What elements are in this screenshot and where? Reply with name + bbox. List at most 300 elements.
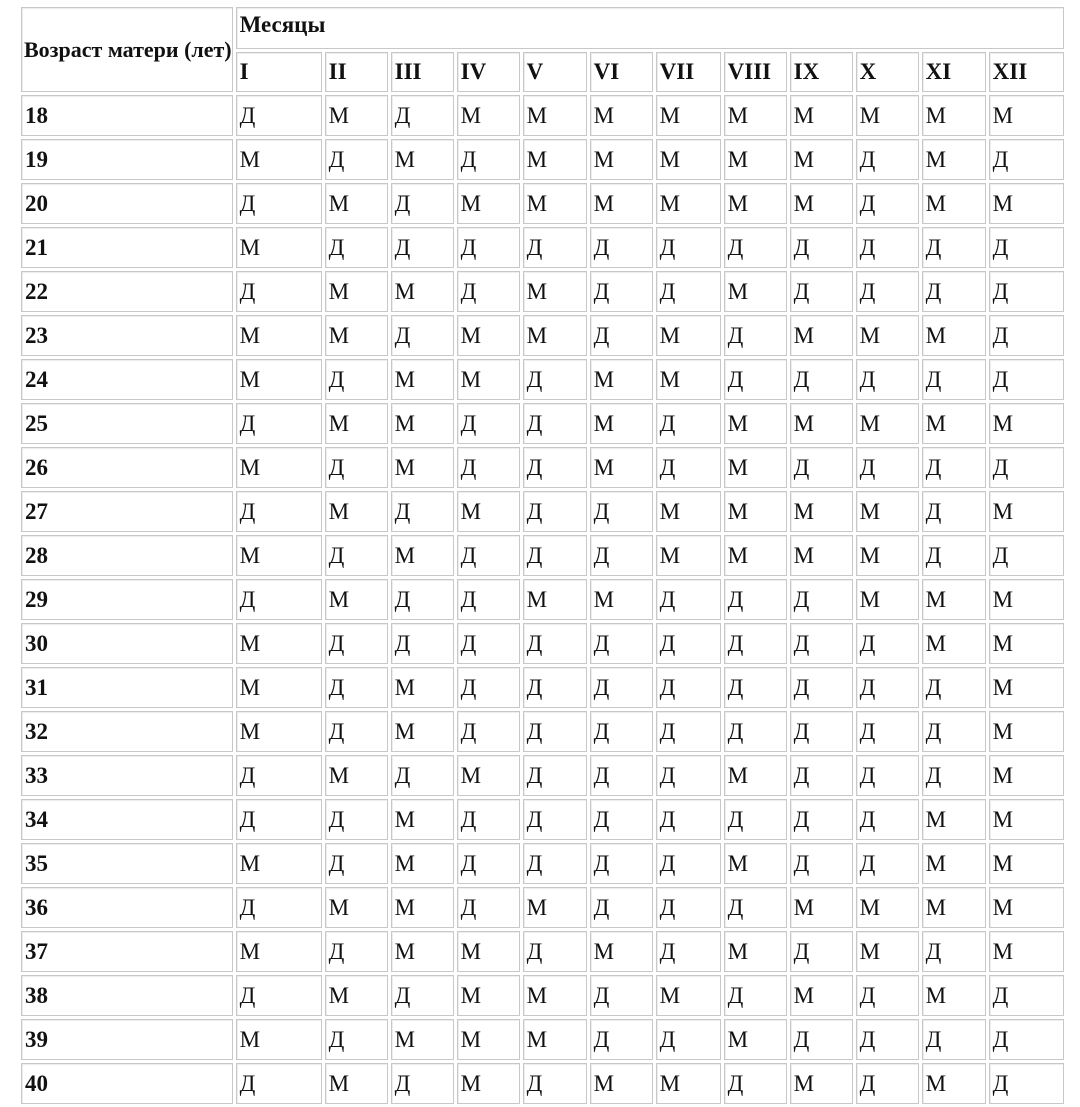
- gender-prediction-table: [18, 4, 1067, 1107]
- month-header-6: VI: [590, 52, 653, 92]
- table-row: [21, 667, 1064, 708]
- gender-cell: М: [922, 139, 986, 180]
- gender-cell: Д: [922, 1019, 986, 1060]
- gender-cell: Д: [856, 447, 919, 488]
- table-row: [21, 447, 1064, 488]
- gender-cell: Д: [989, 315, 1064, 356]
- table-row: [21, 931, 1064, 972]
- gender-cell: М: [790, 535, 853, 576]
- gender-cell: Д: [790, 755, 853, 796]
- gender-cell: М: [922, 95, 986, 136]
- gender-cell: Д: [457, 843, 520, 884]
- gender-cell: М: [391, 403, 454, 444]
- gender-cell: М: [656, 491, 721, 532]
- gender-cell: М: [724, 139, 787, 180]
- age-cell: 19: [21, 139, 233, 180]
- gender-cell: М: [236, 711, 322, 752]
- gender-cell: М: [856, 403, 919, 444]
- gender-cell: М: [457, 491, 520, 532]
- month-header-11: XI: [922, 52, 986, 92]
- gender-cell: Д: [590, 491, 653, 532]
- gender-cell: М: [922, 843, 986, 884]
- gender-cell: Д: [523, 1063, 587, 1104]
- gender-cell: Д: [236, 755, 322, 796]
- gender-cell: М: [922, 403, 986, 444]
- gender-cell: М: [656, 315, 721, 356]
- gender-cell: М: [656, 975, 721, 1016]
- gender-cell: М: [325, 1063, 388, 1104]
- gender-cell: М: [590, 183, 653, 224]
- gender-cell: Д: [724, 359, 787, 400]
- gender-cell: Д: [790, 579, 853, 620]
- gender-cell: М: [236, 843, 322, 884]
- age-cell: 21: [21, 227, 233, 268]
- gender-cell: Д: [922, 931, 986, 972]
- gender-cell: Д: [523, 623, 587, 664]
- gender-cell: М: [922, 799, 986, 840]
- month-header-10: X: [856, 52, 919, 92]
- table-row: [21, 95, 1064, 136]
- gender-cell: М: [590, 139, 653, 180]
- gender-cell: М: [790, 403, 853, 444]
- gender-cell: М: [590, 403, 653, 444]
- gender-cell: М: [590, 579, 653, 620]
- gender-cell: М: [922, 975, 986, 1016]
- gender-cell: Д: [236, 95, 322, 136]
- gender-cell: Д: [856, 359, 919, 400]
- gender-cell: Д: [457, 799, 520, 840]
- gender-cell: М: [724, 931, 787, 972]
- gender-cell: Д: [590, 799, 653, 840]
- gender-cell: Д: [724, 887, 787, 928]
- gender-cell: М: [856, 579, 919, 620]
- gender-cell: М: [236, 315, 322, 356]
- month-header-8: VIII: [724, 52, 787, 92]
- month-header-4: IV: [457, 52, 520, 92]
- age-cell: 28: [21, 535, 233, 576]
- table-row: [21, 887, 1064, 928]
- gender-cell: Д: [790, 447, 853, 488]
- gender-cell: М: [457, 755, 520, 796]
- age-cell: 36: [21, 887, 233, 928]
- gender-cell: Д: [391, 623, 454, 664]
- gender-cell: М: [523, 975, 587, 1016]
- gender-cell: Д: [856, 843, 919, 884]
- gender-cell: М: [236, 667, 322, 708]
- gender-cell: Д: [856, 623, 919, 664]
- gender-cell: Д: [457, 623, 520, 664]
- gender-cell: М: [236, 359, 322, 400]
- gender-cell: М: [724, 535, 787, 576]
- gender-cell: М: [724, 95, 787, 136]
- gender-cell: Д: [922, 491, 986, 532]
- gender-cell: М: [391, 711, 454, 752]
- gender-cell: М: [523, 887, 587, 928]
- table-row: [21, 1063, 1064, 1104]
- month-header-12: XII: [989, 52, 1064, 92]
- age-cell: 32: [21, 711, 233, 752]
- table-row: [21, 1019, 1064, 1060]
- gender-cell: Д: [856, 183, 919, 224]
- table-row: [21, 711, 1064, 752]
- gender-cell: Д: [590, 975, 653, 1016]
- gender-cell: М: [790, 95, 853, 136]
- gender-cell: М: [391, 1019, 454, 1060]
- gender-cell: М: [325, 887, 388, 928]
- month-header-9: IX: [790, 52, 853, 92]
- gender-cell: Д: [856, 1063, 919, 1104]
- gender-cell: М: [856, 491, 919, 532]
- table-row: [21, 843, 1064, 884]
- gender-cell: Д: [325, 799, 388, 840]
- gender-cell: Д: [790, 271, 853, 312]
- gender-cell: Д: [989, 447, 1064, 488]
- age-cell: 34: [21, 799, 233, 840]
- table-row: [21, 623, 1064, 664]
- gender-cell: Д: [325, 139, 388, 180]
- gender-cell: М: [724, 843, 787, 884]
- gender-cell: М: [391, 359, 454, 400]
- gender-cell: Д: [391, 227, 454, 268]
- gender-cell: М: [457, 359, 520, 400]
- gender-cell: Д: [523, 359, 587, 400]
- gender-cell: Д: [656, 711, 721, 752]
- gender-cell: М: [790, 315, 853, 356]
- gender-cell: М: [856, 95, 919, 136]
- gender-cell: Д: [790, 359, 853, 400]
- gender-cell: М: [656, 535, 721, 576]
- month-header-2: II: [325, 52, 388, 92]
- gender-cell: М: [523, 183, 587, 224]
- gender-cell: Д: [656, 623, 721, 664]
- gender-cell: М: [590, 931, 653, 972]
- gender-cell: Д: [325, 931, 388, 972]
- age-cell: 25: [21, 403, 233, 444]
- month-header-1: I: [236, 52, 322, 92]
- gender-cell: М: [656, 359, 721, 400]
- gender-cell: Д: [790, 843, 853, 884]
- gender-cell: Д: [724, 975, 787, 1016]
- gender-cell: Д: [724, 1063, 787, 1104]
- gender-cell: Д: [922, 227, 986, 268]
- gender-cell: М: [391, 271, 454, 312]
- gender-cell: М: [989, 491, 1064, 532]
- gender-cell: Д: [590, 711, 653, 752]
- table-row: [21, 227, 1064, 268]
- table-row: [21, 403, 1064, 444]
- gender-cell: М: [989, 579, 1064, 620]
- gender-cell: М: [989, 755, 1064, 796]
- gender-cell: М: [856, 315, 919, 356]
- gender-cell: Д: [790, 799, 853, 840]
- gender-cell: М: [391, 843, 454, 884]
- gender-cell: Д: [724, 799, 787, 840]
- gender-cell: М: [724, 755, 787, 796]
- gender-cell: М: [790, 183, 853, 224]
- age-cell: 18: [21, 95, 233, 136]
- gender-cell: Д: [457, 139, 520, 180]
- gender-cell: Д: [457, 667, 520, 708]
- table-row: [21, 755, 1064, 796]
- gender-cell: Д: [236, 403, 322, 444]
- gender-cell: М: [391, 931, 454, 972]
- gender-cell: Д: [590, 1019, 653, 1060]
- gender-cell: Д: [989, 139, 1064, 180]
- table-row: [21, 315, 1064, 356]
- age-cell: 37: [21, 931, 233, 972]
- gender-cell: Д: [656, 755, 721, 796]
- gender-cell: М: [724, 491, 787, 532]
- gender-cell: М: [457, 1019, 520, 1060]
- month-header-5: V: [523, 52, 587, 92]
- gender-cell: Д: [236, 491, 322, 532]
- gender-cell: М: [989, 183, 1064, 224]
- gender-cell: М: [391, 799, 454, 840]
- gender-cell: Д: [922, 667, 986, 708]
- gender-cell: Д: [391, 579, 454, 620]
- gender-cell: М: [656, 95, 721, 136]
- table-row: [21, 579, 1064, 620]
- gender-cell: М: [989, 623, 1064, 664]
- gender-cell: Д: [790, 623, 853, 664]
- gender-cell: М: [989, 799, 1064, 840]
- gender-cell: Д: [856, 711, 919, 752]
- gender-cell: М: [724, 271, 787, 312]
- gender-cell: Д: [790, 1019, 853, 1060]
- gender-cell: М: [724, 403, 787, 444]
- gender-cell: М: [856, 931, 919, 972]
- gender-cell: М: [325, 579, 388, 620]
- gender-cell: М: [391, 447, 454, 488]
- table-row: [21, 535, 1064, 576]
- gender-cell: Д: [922, 271, 986, 312]
- gender-cell: М: [457, 183, 520, 224]
- gender-cell: Д: [989, 227, 1064, 268]
- gender-cell: М: [325, 95, 388, 136]
- gender-cell: Д: [590, 227, 653, 268]
- gender-cell: М: [922, 183, 986, 224]
- gender-cell: Д: [856, 667, 919, 708]
- gender-cell: М: [391, 535, 454, 576]
- age-cell: 33: [21, 755, 233, 796]
- gender-cell: Д: [656, 227, 721, 268]
- gender-cell: Д: [391, 183, 454, 224]
- gender-cell: М: [325, 491, 388, 532]
- gender-cell: Д: [590, 887, 653, 928]
- gender-cell: Д: [856, 227, 919, 268]
- gender-cell: Д: [457, 227, 520, 268]
- gender-cell: М: [325, 271, 388, 312]
- gender-cell: Д: [724, 579, 787, 620]
- gender-cell: М: [922, 887, 986, 928]
- gender-cell: Д: [523, 403, 587, 444]
- gender-cell: Д: [656, 667, 721, 708]
- gender-cell: Д: [989, 359, 1064, 400]
- gender-cell: Д: [856, 975, 919, 1016]
- gender-cell: М: [457, 975, 520, 1016]
- gender-cell: М: [236, 227, 322, 268]
- gender-cell: М: [325, 975, 388, 1016]
- gender-cell: Д: [656, 579, 721, 620]
- age-cell: 24: [21, 359, 233, 400]
- gender-cell: Д: [391, 95, 454, 136]
- gender-cell: М: [523, 95, 587, 136]
- month-header-7: VII: [656, 52, 721, 92]
- gender-cell: Д: [457, 887, 520, 928]
- gender-cell: Д: [724, 227, 787, 268]
- gender-cell: Д: [590, 667, 653, 708]
- age-cell: 39: [21, 1019, 233, 1060]
- gender-cell: Д: [922, 447, 986, 488]
- gender-cell: М: [856, 535, 919, 576]
- gender-cell: Д: [391, 315, 454, 356]
- gender-cell: Д: [236, 183, 322, 224]
- gender-cell: Д: [523, 931, 587, 972]
- gender-cell: М: [656, 183, 721, 224]
- gender-cell: М: [236, 535, 322, 576]
- gender-cell: Д: [656, 1019, 721, 1060]
- gender-cell: Д: [325, 227, 388, 268]
- gender-cell: М: [590, 1063, 653, 1104]
- gender-cell: Д: [856, 1019, 919, 1060]
- gender-cell: М: [457, 1063, 520, 1104]
- gender-cell: Д: [790, 931, 853, 972]
- gender-cell: Д: [325, 359, 388, 400]
- age-cell: 30: [21, 623, 233, 664]
- gender-cell: М: [457, 95, 520, 136]
- age-cell: 22: [21, 271, 233, 312]
- gender-cell: Д: [656, 271, 721, 312]
- table-row: [21, 139, 1064, 180]
- gender-cell: Д: [989, 1063, 1064, 1104]
- gender-cell: Д: [391, 975, 454, 1016]
- gender-cell: Д: [325, 1019, 388, 1060]
- gender-cell: М: [656, 139, 721, 180]
- gender-cell: Д: [989, 535, 1064, 576]
- gender-cell: М: [590, 95, 653, 136]
- gender-cell: Д: [523, 227, 587, 268]
- gender-cell: Д: [391, 491, 454, 532]
- gender-cell: М: [656, 1063, 721, 1104]
- gender-cell: Д: [236, 1063, 322, 1104]
- gender-cell: М: [457, 931, 520, 972]
- month-header-3: III: [391, 52, 454, 92]
- age-column-header: Возраст матери (лет): [21, 7, 233, 92]
- age-cell: 35: [21, 843, 233, 884]
- gender-cell: Д: [523, 711, 587, 752]
- gender-cell: М: [523, 139, 587, 180]
- gender-cell: Д: [724, 623, 787, 664]
- gender-cell: Д: [724, 711, 787, 752]
- gender-cell: Д: [457, 271, 520, 312]
- gender-cell: Д: [457, 447, 520, 488]
- gender-cell: М: [391, 139, 454, 180]
- table-body: [21, 7, 1064, 1104]
- gender-cell: Д: [391, 755, 454, 796]
- age-cell: 26: [21, 447, 233, 488]
- gender-cell: Д: [236, 579, 322, 620]
- gender-cell: Д: [590, 535, 653, 576]
- gender-cell: Д: [590, 271, 653, 312]
- gender-cell: Д: [922, 359, 986, 400]
- gender-cell: Д: [236, 975, 322, 1016]
- gender-cell: М: [325, 403, 388, 444]
- gender-cell: М: [856, 887, 919, 928]
- gender-cell: Д: [325, 667, 388, 708]
- gender-cell: М: [236, 139, 322, 180]
- months-header: Месяцы: [236, 7, 1064, 49]
- gender-cell: Д: [523, 491, 587, 532]
- gender-cell: М: [523, 579, 587, 620]
- gender-cell: М: [922, 623, 986, 664]
- gender-cell: М: [391, 887, 454, 928]
- gender-cell: Д: [457, 535, 520, 576]
- table-row: [21, 975, 1064, 1016]
- gender-cell: Д: [590, 315, 653, 356]
- gender-cell: М: [523, 315, 587, 356]
- gender-cell: Д: [656, 887, 721, 928]
- gender-cell: Д: [236, 887, 322, 928]
- age-cell: 40: [21, 1063, 233, 1104]
- gender-cell: Д: [922, 755, 986, 796]
- gender-cell: М: [922, 579, 986, 620]
- gender-cell: Д: [523, 447, 587, 488]
- gender-cell: М: [922, 1063, 986, 1104]
- gender-cell: Д: [457, 579, 520, 620]
- gender-cell: М: [523, 271, 587, 312]
- gender-cell: Д: [656, 931, 721, 972]
- gender-cell: Д: [790, 667, 853, 708]
- gender-cell: Д: [236, 271, 322, 312]
- gender-cell: Д: [856, 271, 919, 312]
- gender-cell: М: [790, 887, 853, 928]
- gender-cell: Д: [790, 711, 853, 752]
- gender-cell: Д: [989, 1019, 1064, 1060]
- gender-cell: Д: [590, 843, 653, 884]
- gender-cell: М: [790, 491, 853, 532]
- gender-cell: Д: [989, 271, 1064, 312]
- gender-cell: Д: [325, 711, 388, 752]
- gender-cell: Д: [325, 843, 388, 884]
- gender-cell: Д: [325, 623, 388, 664]
- table-row: [21, 799, 1064, 840]
- gender-cell: М: [922, 315, 986, 356]
- header-row: [21, 7, 1064, 49]
- gender-cell: Д: [523, 535, 587, 576]
- gender-cell: М: [590, 359, 653, 400]
- gender-cell: М: [325, 183, 388, 224]
- gender-cell: М: [236, 1019, 322, 1060]
- gender-cell: Д: [989, 975, 1064, 1016]
- gender-cell: Д: [391, 1063, 454, 1104]
- gender-cell: М: [523, 1019, 587, 1060]
- age-cell: 23: [21, 315, 233, 356]
- gender-cell: М: [590, 447, 653, 488]
- age-cell: 20: [21, 183, 233, 224]
- table-row: [21, 183, 1064, 224]
- gender-cell: Д: [590, 755, 653, 796]
- gender-cell: М: [790, 139, 853, 180]
- gender-cell: М: [989, 843, 1064, 884]
- gender-cell: Д: [656, 447, 721, 488]
- gender-cell: М: [989, 711, 1064, 752]
- age-cell: 29: [21, 579, 233, 620]
- gender-cell: М: [989, 887, 1064, 928]
- gender-cell: М: [457, 315, 520, 356]
- gender-cell: Д: [236, 799, 322, 840]
- gender-cell: Д: [457, 403, 520, 444]
- gender-cell: М: [989, 931, 1064, 972]
